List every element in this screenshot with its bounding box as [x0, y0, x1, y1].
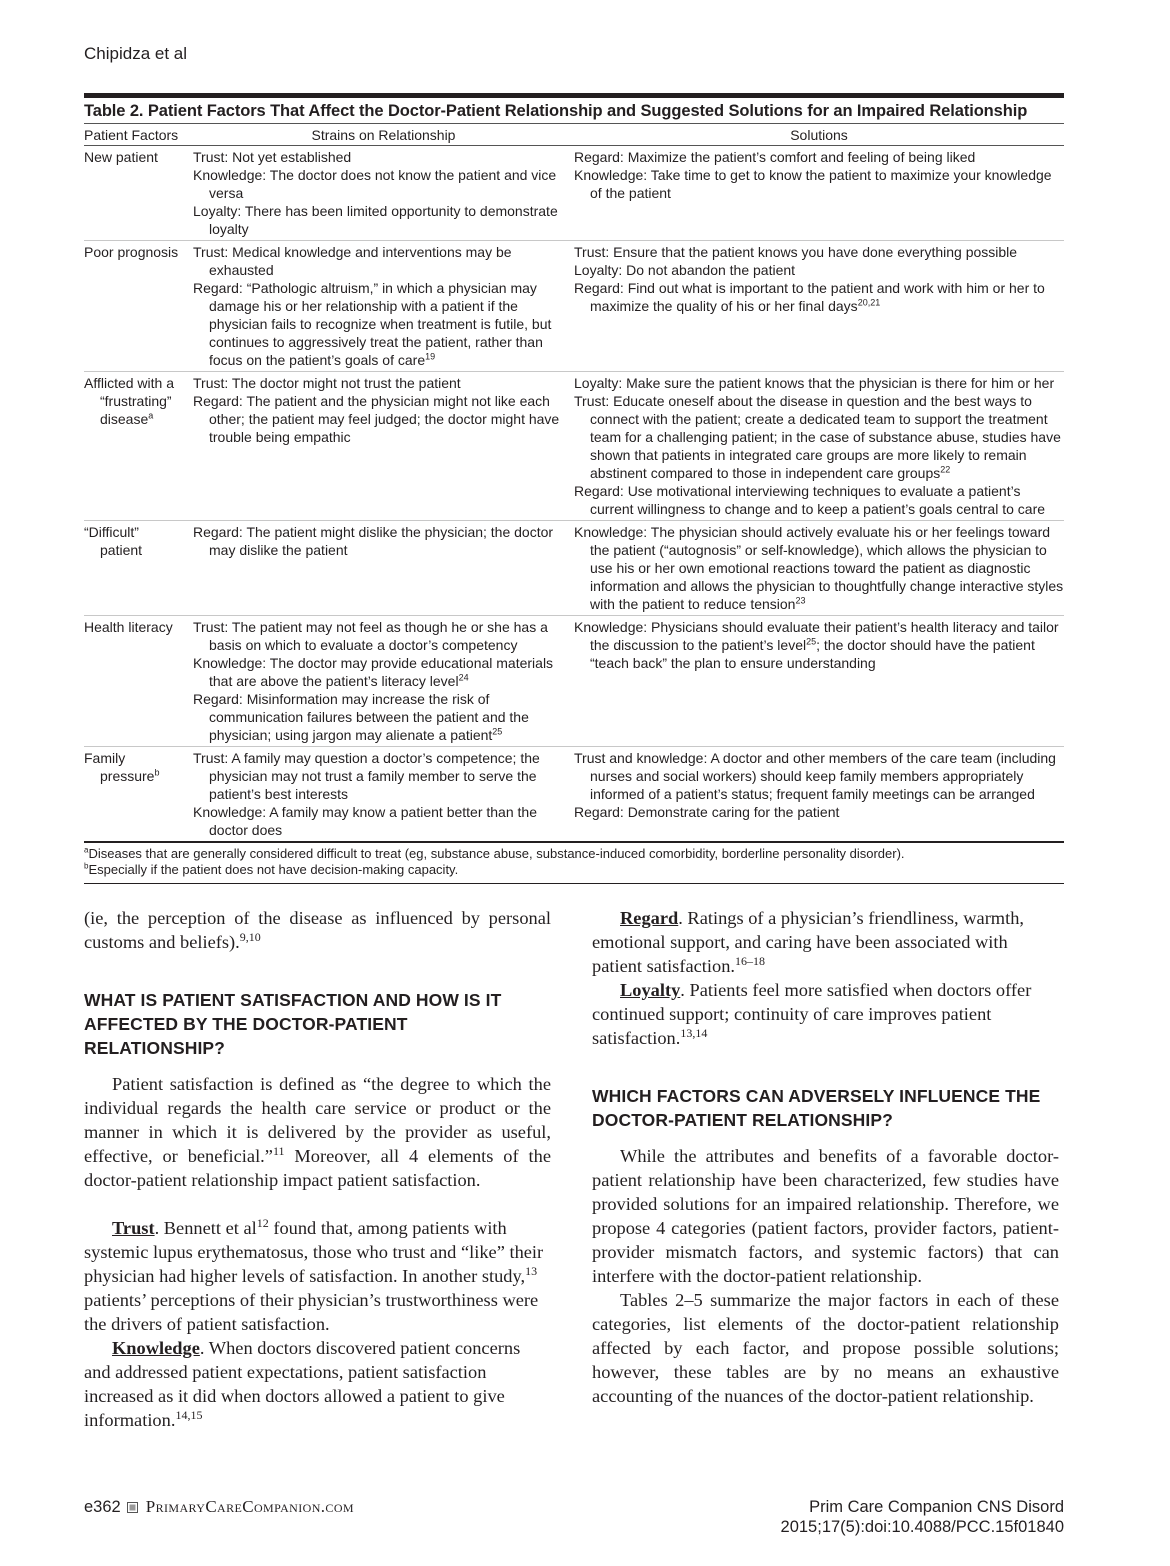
strains-cell — [193, 618, 574, 744]
solutions-cell — [574, 148, 1064, 238]
solution-entry: Loyalty: Do not abandon the patient — [574, 262, 796, 278]
paragraph-tables-summary: Tables 2–5 summarize the major factors in each of these categories, list elements of the doctor-patient relationship affected by each factor, and propose possible solutions; however, these tables are by no means an exhaustive accounting of the nuances of the doctor-patient relationship. — [592, 1290, 1059, 1406]
strains-cell — [193, 374, 574, 518]
solutions-cell — [574, 618, 1064, 744]
strain-entry: Regard: The patient and the physician might not like each other; the patient may feel judged; the doctor might have trouble being empathic — [193, 393, 560, 445]
paragraph-categories: While the attributes and benefits of a favorable doctor-patient relationship have been characterized, few studies have provided solutions for an impaired relationship. Therefore, we propose 4 categories (patient factors, provider factors, patient-provider mismatch factors, and systemic factors) that can interfere with the doctor-patient relationship. — [592, 1146, 1059, 1286]
paragraph-trust: Trust. Bennett et $al^{12}$ found that, among patients with systemic lupus erythematosus, those who trust and “like” their physician had higher levels of satisfaction. In another study,$^{13}$ patients’ perceptions of their physician’s trustworthiness were the drivers of patient satisfaction. — [84, 1215, 544, 1334]
strain-entry: Trust: Not yet established — [193, 149, 352, 165]
table-2 — [84, 93, 1064, 884]
footnote-a: $^a$Diseases that are generally considered difficult to treat (eg, substance abuse, substance-induced comorbidity, borderline personality disorder). — [84, 845, 905, 861]
table-body — [84, 146, 1064, 841]
square-bullet-icon — [127, 1502, 138, 1513]
strain-entry: Knowledge: The doctor does not know the patient and vice versa — [193, 167, 557, 201]
continuation-paragraph: (ie, the perception of the disease as influenced by personal customs and beliefs).$^{9,10}$ — [84, 908, 551, 952]
running-head: Chipidza et al — [84, 44, 188, 63]
strain-entry: Regard: The patient might dislike the physician; the doctor may dislike the patient — [193, 524, 554, 558]
solution-entry: Knowledge: The physician should actively evaluate his or her feelings toward the patient (“autognosis” or self-knowledge), which allows the physician to use his or her own emotional reactions toward the patient as diagnostic information and allows the physician to thoughtfully change interactive styles with the patient to reduce tension$^{23}$ — [574, 524, 1064, 612]
strain-entry: Loyalty: There has been limited opportunity to demonstrate loyalty — [193, 203, 558, 237]
footer-right — [781, 1497, 1064, 1537]
footnote-rule — [84, 883, 1064, 885]
journal-name: Prim Care Companion CNS Disord — [809, 1498, 1064, 1516]
citation-doi: 2015;17(5):doi:10.4088/PCC.15f01840 — [780, 1518, 1064, 1536]
solution-entry: Trust and knowledge: A doctor and other members of the care team (including nurses and social workers) should keep family members appropriately informed of a patient’s status; frequent family meetings can be arranged — [574, 750, 1056, 802]
strains-cell — [193, 523, 574, 613]
table-row — [84, 146, 1064, 241]
paragraph-loyalty: Loyalty. Patients feel more satisfied when doctors offer continued support; continuity of care improves patient satisfaction.$^{13,14}$ — [592, 980, 1032, 1048]
footnote-b: $^b$Especially if the patient does not have decision-making capacity. — [84, 861, 459, 877]
strain-entry: Trust: Medical knowledge and interventions may be exhausted — [193, 244, 512, 278]
solution-entry: Regard: Maximize the patient’s comfort and feeling of being liked — [574, 149, 976, 165]
patient-factor-cell: New patient — [84, 149, 158, 165]
strain-entry: Regard: Misinformation may increase the risk of communication failures between the patient and the physician; using jargon may alienate a patient$^{25}$ — [193, 691, 529, 743]
table-row — [84, 747, 1064, 841]
section-heading-satisfaction: WHAT IS PATIENT SATISFACTION AND HOW IS IT AFFECTED BY THE DOCTOR-PATIENT RELATIONSHIP? — [84, 990, 502, 1058]
paragraph-regard: Regard. Ratings of a physician’s friendliness, warmth, emotional support, and caring have been associated with patient satisfaction.$^{16-18}$ — [592, 908, 1025, 976]
section-heading-adverse-factors: WHICH FACTORS CAN ADVERSELY INFLUENCE THE DOCTOR-PATIENT RELATIONSHIP? — [592, 1086, 1041, 1130]
patient-factor-cell: Health literacy — [84, 619, 173, 635]
solution-entry: Loyalty: Make sure the patient knows that the physician is there for him or her — [574, 375, 1055, 391]
solution-entry: Regard: Use motivational interviewing techniques to evaluate a patient’s current willingness to change and to keep a patient’s goals central to care — [574, 483, 1046, 517]
solutions-cell — [574, 374, 1064, 518]
table-row — [84, 241, 1064, 372]
header-strains: Strains on Relationship — [311, 127, 456, 143]
patient-factor-cell: Poor prognosis — [84, 244, 179, 260]
solution-entry: Regard: Demonstrate caring for the patient — [574, 804, 840, 820]
patient-factor-cell: Afflicted with a “frustrating” disease$^a$ — [84, 375, 175, 427]
left-column — [84, 906, 551, 1432]
solution-entry: Knowledge: Physicians should evaluate their patient’s health literacy and tailor the discussion to the patient’s level$^{25}$; the doctor should have the patient “teach back” the plan to ensure understanding — [574, 619, 1059, 671]
table-title: Table 2. Patient Factors That Affect the Doctor-Patient Relationship and Suggested Solutions for an Impaired Relationship — [84, 102, 1028, 120]
table-row — [84, 372, 1064, 521]
strains-cell — [193, 749, 574, 839]
page-number: e362 — [84, 1497, 121, 1516]
paragraph-satisfaction-definition: Patient satisfaction is defined as “the degree to which the individual regards the health care service or product or the manner in which it is delivered by the provider as useful, effective, or beneficial.”$^{11}$ Moreover, all 4 elements of the doctor-patient relationship impact patient satisfaction. — [84, 1074, 551, 1190]
strains-cell — [193, 148, 574, 238]
table-footnotes — [84, 843, 1064, 883]
paragraph-knowledge: Knowledge. When doctors discovered patient concerns and addressed patient expectations, patient satisfaction increased as it did when doctors allowed a patient to give information.$^{14,15}$ — [84, 1338, 521, 1430]
strain-entry: Knowledge: The doctor may provide educational materials that are above the patient’s literacy level$^{24}$ — [193, 655, 554, 689]
solutions-cell — [574, 523, 1064, 613]
header-patient-factors: Patient Factors — [84, 127, 179, 143]
footer-left — [84, 1497, 354, 1517]
site-link[interactable]: PrimaryCareCompanion.com — [145, 1497, 354, 1516]
strain-entry: Trust: The doctor might not trust the patient — [193, 375, 461, 391]
strain-entry: Trust: The patient may not feel as though he or she has a basis on which to evaluate a doctor’s competency — [193, 619, 548, 653]
patient-factor-cell: Family pressure$^b$ — [84, 750, 160, 784]
strain-entry: Regard: “Pathologic altruism,” in which a physician may damage his or her relationship with a patient if the physician fails to recognize when treatment is futile, but continues to aggressively treat the patient, rather than focus on the patient’s goals of care$^{19}$ — [193, 280, 552, 368]
solution-entry: Trust: Educate oneself about the disease in question and the best ways to connect with the patient; create a dedicated team to support the treatment team for a challenging patient; in the case of substance abuse, studies have shown that patients in integrated care groups are more likely to remain abstinent compared to those in independent care groups$^{22}$ — [574, 393, 1061, 481]
patient-factor-cell: “Difficult” patient — [84, 524, 143, 558]
strains-cell — [193, 243, 574, 369]
strain-entry: Knowledge: A family may know a patient better than the doctor does — [193, 804, 537, 838]
table-row — [84, 616, 1064, 747]
solutions-cell — [574, 243, 1064, 369]
table-header-row — [84, 124, 1064, 145]
solution-entry: Regard: Find out what is important to the patient and work with him or her to maximize the quality of his or her final days$^{20,21}$ — [574, 280, 1045, 314]
right-column — [592, 906, 1059, 1408]
header-solutions: Solutions — [790, 127, 848, 143]
solutions-cell — [574, 749, 1064, 839]
strain-entry: Trust: A family may question a doctor’s competence; the physician may not trust a family member to serve the patient’s best interests — [193, 750, 540, 802]
table-row — [84, 521, 1064, 616]
solution-entry: Trust: Ensure that the patient knows you have done everything possible — [574, 244, 1018, 260]
solution-entry: Knowledge: Take time to get to know the patient to maximize your knowledge of the patient — [574, 167, 1052, 201]
